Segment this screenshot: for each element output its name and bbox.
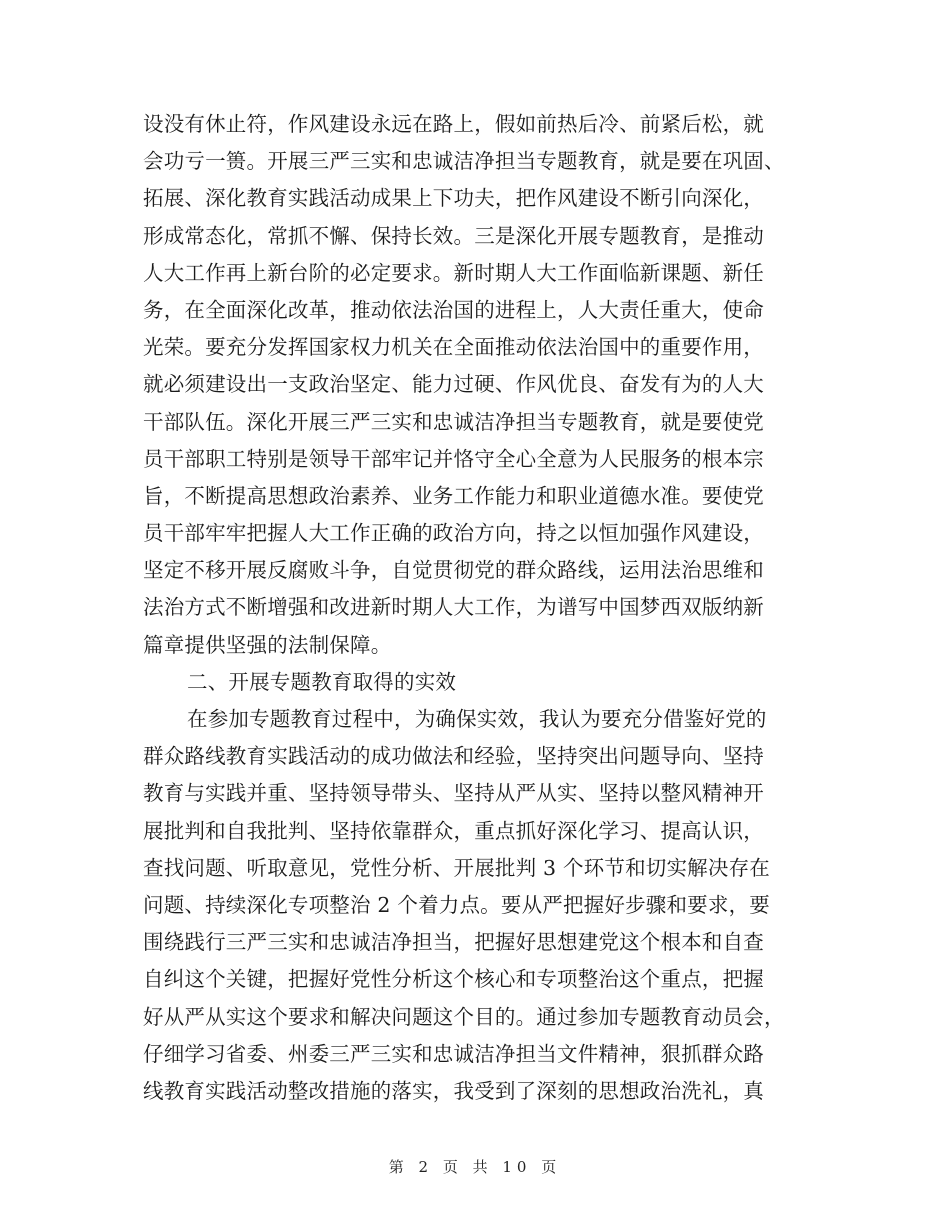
text-line: 教育与实践并重、坚持领导带头、坚持从严从实、坚持以整风精神开 (143, 781, 764, 806)
text-line: 查找问题、听取意见，党性分析、开展批判 3 个环节和切实解决存在 (143, 855, 770, 880)
section-heading: 二、开展专题教育取得的实效 (187, 669, 457, 694)
text-line: 篇章提供坚强的法制保障。 (143, 632, 392, 657)
text-line: 设没有休止符，作风建设永远在路上，假如前热后冷、前紧后松，就 (143, 112, 764, 136)
page-number-footer: 第 2 页 共 10 页 (388, 1158, 562, 1176)
text-line: 会功亏一篑。开展三严三实和忠诚洁净担当专题教育，就是要在巩固、 (143, 149, 785, 174)
text-line: 线教育实践活动整改措施的落实，我受到了深刻的思想政治洗礼，真 (143, 1078, 764, 1103)
text-line: 干部队伍。深化开展三严三实和忠诚洁净担当专题教育，就是要使党 (143, 409, 764, 434)
text-line: 务，在全面深化改革，推动依法治国的进程上，人大责任重大，使命 (143, 297, 764, 322)
text-line: 光荣。要充分发挥国家权力机关在全面推动依法治国中的重要作用， (143, 335, 764, 360)
text-line: 人大工作再上新台阶的必定要求。新时期人大工作面临新课题、新任 (143, 260, 764, 285)
text-line: 好从严从实这个要求和解决问题这个目的。通过参加专题教育动员会， (143, 1004, 785, 1029)
text-line: 形成常态化，常抓不懈、保持长效。三是深化开展专题教育，是推动 (143, 223, 764, 248)
text-line: 围绕践行三严三实和忠诚洁净担当，把握好思想建党这个根本和自查 (143, 930, 764, 955)
document-body (143, 106, 823, 1110)
text-line: 旨，不断提高思想政治素养、业务工作能力和职业道德水准。要使党 (143, 483, 764, 508)
text-line: 问题、持续深化专项整治 2 个着力点。要从严把握好步骤和要求，要 (143, 892, 770, 917)
text-line: 展批判和自我批判、坚持依靠群众，重点抓好深化学习、提高认识， (143, 818, 764, 843)
text-line: 在参加专题教育过程中，为确保实效，我认为要充分借鉴好党的 (187, 707, 767, 731)
text-line: 员干部职工特别是领导干部牢记并恪守全心全意为人民服务的根本宗 (143, 446, 764, 471)
text-line: 就必须建设出一支政治坚定、能力过硬、作风优良、奋发有为的人大 (143, 372, 764, 397)
text-line: 法治方式不断增强和改进新时期人大工作，为谱写中国梦西双版纳新 (143, 595, 764, 620)
text-line: 自纠这个关键，把握好党性分析这个核心和专项整治这个重点，把握 (143, 967, 764, 992)
text-line: 坚定不移开展反腐败斗争，自觉贯彻党的群众路线，运用法治思维和 (143, 558, 764, 583)
text-line: 群众路线教育实践活动的成功做法和经验，坚持突出问题导向、坚持 (143, 744, 764, 769)
text-line: 拓展、深化教育实践活动成果上下功夫，把作风建设不断引向深化， (143, 186, 764, 211)
text-line: 员干部牢牢把握人大工作正确的政治方向，持之以恒加强作风建设， (143, 521, 764, 546)
text-line: 仔细学习省委、州委三严三实和忠诚洁净担当文件精神，狠抓群众路 (143, 1041, 764, 1066)
